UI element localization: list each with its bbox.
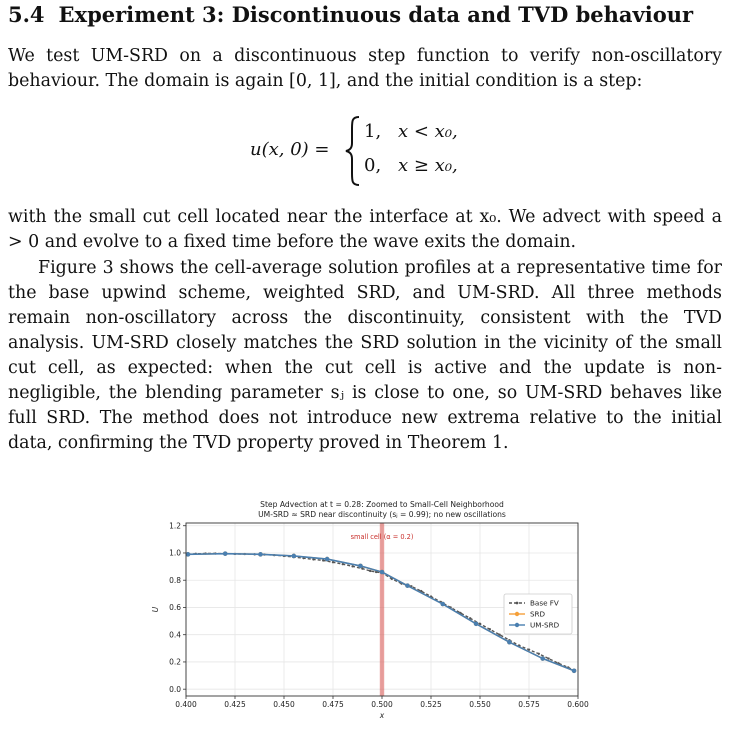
legend-entry: UM-SRD (530, 620, 560, 630)
y-axis-label: U (151, 606, 160, 613)
y-tick-label: 1.0 (169, 548, 181, 558)
series-point (474, 622, 479, 627)
step-advection-chart (150, 498, 589, 730)
series-point (540, 656, 545, 661)
chart-subtitle: UM-SRD ≈ SRD near discontinuity (sⱼ = 0.99); no new oscillations (258, 510, 506, 519)
series-point (440, 602, 445, 607)
section-heading (8, 2, 693, 27)
series-point (547, 657, 549, 659)
y-tick-label: 0.4 (169, 630, 181, 640)
legend-entry: Base FV (530, 598, 559, 608)
x-tick-label: 0.600 (567, 700, 589, 709)
case-1-value: 1, (364, 121, 382, 142)
series-point (292, 554, 297, 559)
paragraph-setup: with the small cut cell located near the interface at x₀. We advect with speed a > 0 and evolve to a fixed time before the wave exits the domain. (8, 207, 722, 252)
legend-marker (515, 612, 519, 616)
series-point (380, 570, 385, 575)
y-tick-label: 1.2 (169, 521, 181, 531)
equation-lhs: u(x, 0) = (250, 139, 330, 160)
x-tick-label: 0.425 (224, 700, 246, 709)
x-tick-label: 0.550 (469, 700, 491, 709)
equation-case-2 (364, 155, 458, 176)
series-point (572, 668, 577, 673)
series-point (325, 557, 330, 562)
small-cell-annotation: small cell (α = 0.2) (350, 533, 414, 541)
y-tick-label: 0.0 (169, 684, 181, 694)
initial-condition-equation (250, 115, 510, 187)
series-point (369, 570, 371, 572)
series-point (223, 551, 228, 556)
series-point (538, 653, 540, 655)
x-tick-label: 0.575 (518, 700, 540, 709)
legend-marker (515, 623, 519, 627)
x-axis-label: x (379, 711, 385, 720)
section-number: 5.4 (8, 2, 45, 27)
y-tick-label: 0.2 (169, 657, 181, 667)
x-tick-label: 0.475 (322, 700, 344, 709)
series-point (405, 583, 410, 588)
legend-entry: SRD (530, 609, 546, 619)
paragraph-intro: We test UM-SRD on a discontinuous step function to verify non-oscillatory behaviour. The domain is again [0, 1], and the initial condition is a step: (8, 46, 722, 91)
section-title: Experiment 3: Discontinuous data and TVD behaviour (58, 2, 694, 27)
case-2-value: 0, (364, 155, 382, 176)
x-tick-label: 0.400 (175, 700, 197, 709)
y-tick-label: 0.6 (169, 603, 181, 613)
case-1-condition: x < x₀, (398, 121, 458, 142)
small-cell-band (380, 523, 384, 696)
chart-title: Step Advection at t = 0.28: Zoomed to Small-Cell Neighborhood (260, 500, 504, 509)
x-tick-label: 0.525 (420, 700, 442, 709)
x-tick-label: 0.500 (371, 700, 393, 709)
series-point (507, 640, 512, 645)
series-point (358, 564, 363, 569)
series-point (342, 563, 344, 565)
equation-brace (344, 115, 362, 187)
series-point (322, 559, 324, 561)
x-tick-label: 0.450 (273, 700, 295, 709)
y-tick-label: 0.8 (169, 575, 181, 585)
series-point (332, 561, 334, 563)
paragraph-results: Figure 3 shows the cell-average solution profiles at a representative time for the base upwind scheme, weighted SRD, and UM-SRD. All three methods remain non-oscillatory across the discontinuity, consistent with the TVD analysis. UM-SRD closely matches the SRD solution in the vicinity of the small cut cell, as expected: when the cut cell is active and the update is non-negligible, the blending parameter sⱼ is close to one, so UM-SRD behaves like full SRD. The method does not introduce new extrema relative to the initial data, confirming the TVD property proved in Theorem 1. (8, 258, 722, 453)
legend-marker (516, 602, 519, 605)
series-point (258, 552, 263, 557)
equation-case-1 (364, 121, 458, 142)
case-2-condition: x ≥ x₀, (398, 155, 458, 176)
series-point (351, 565, 353, 567)
